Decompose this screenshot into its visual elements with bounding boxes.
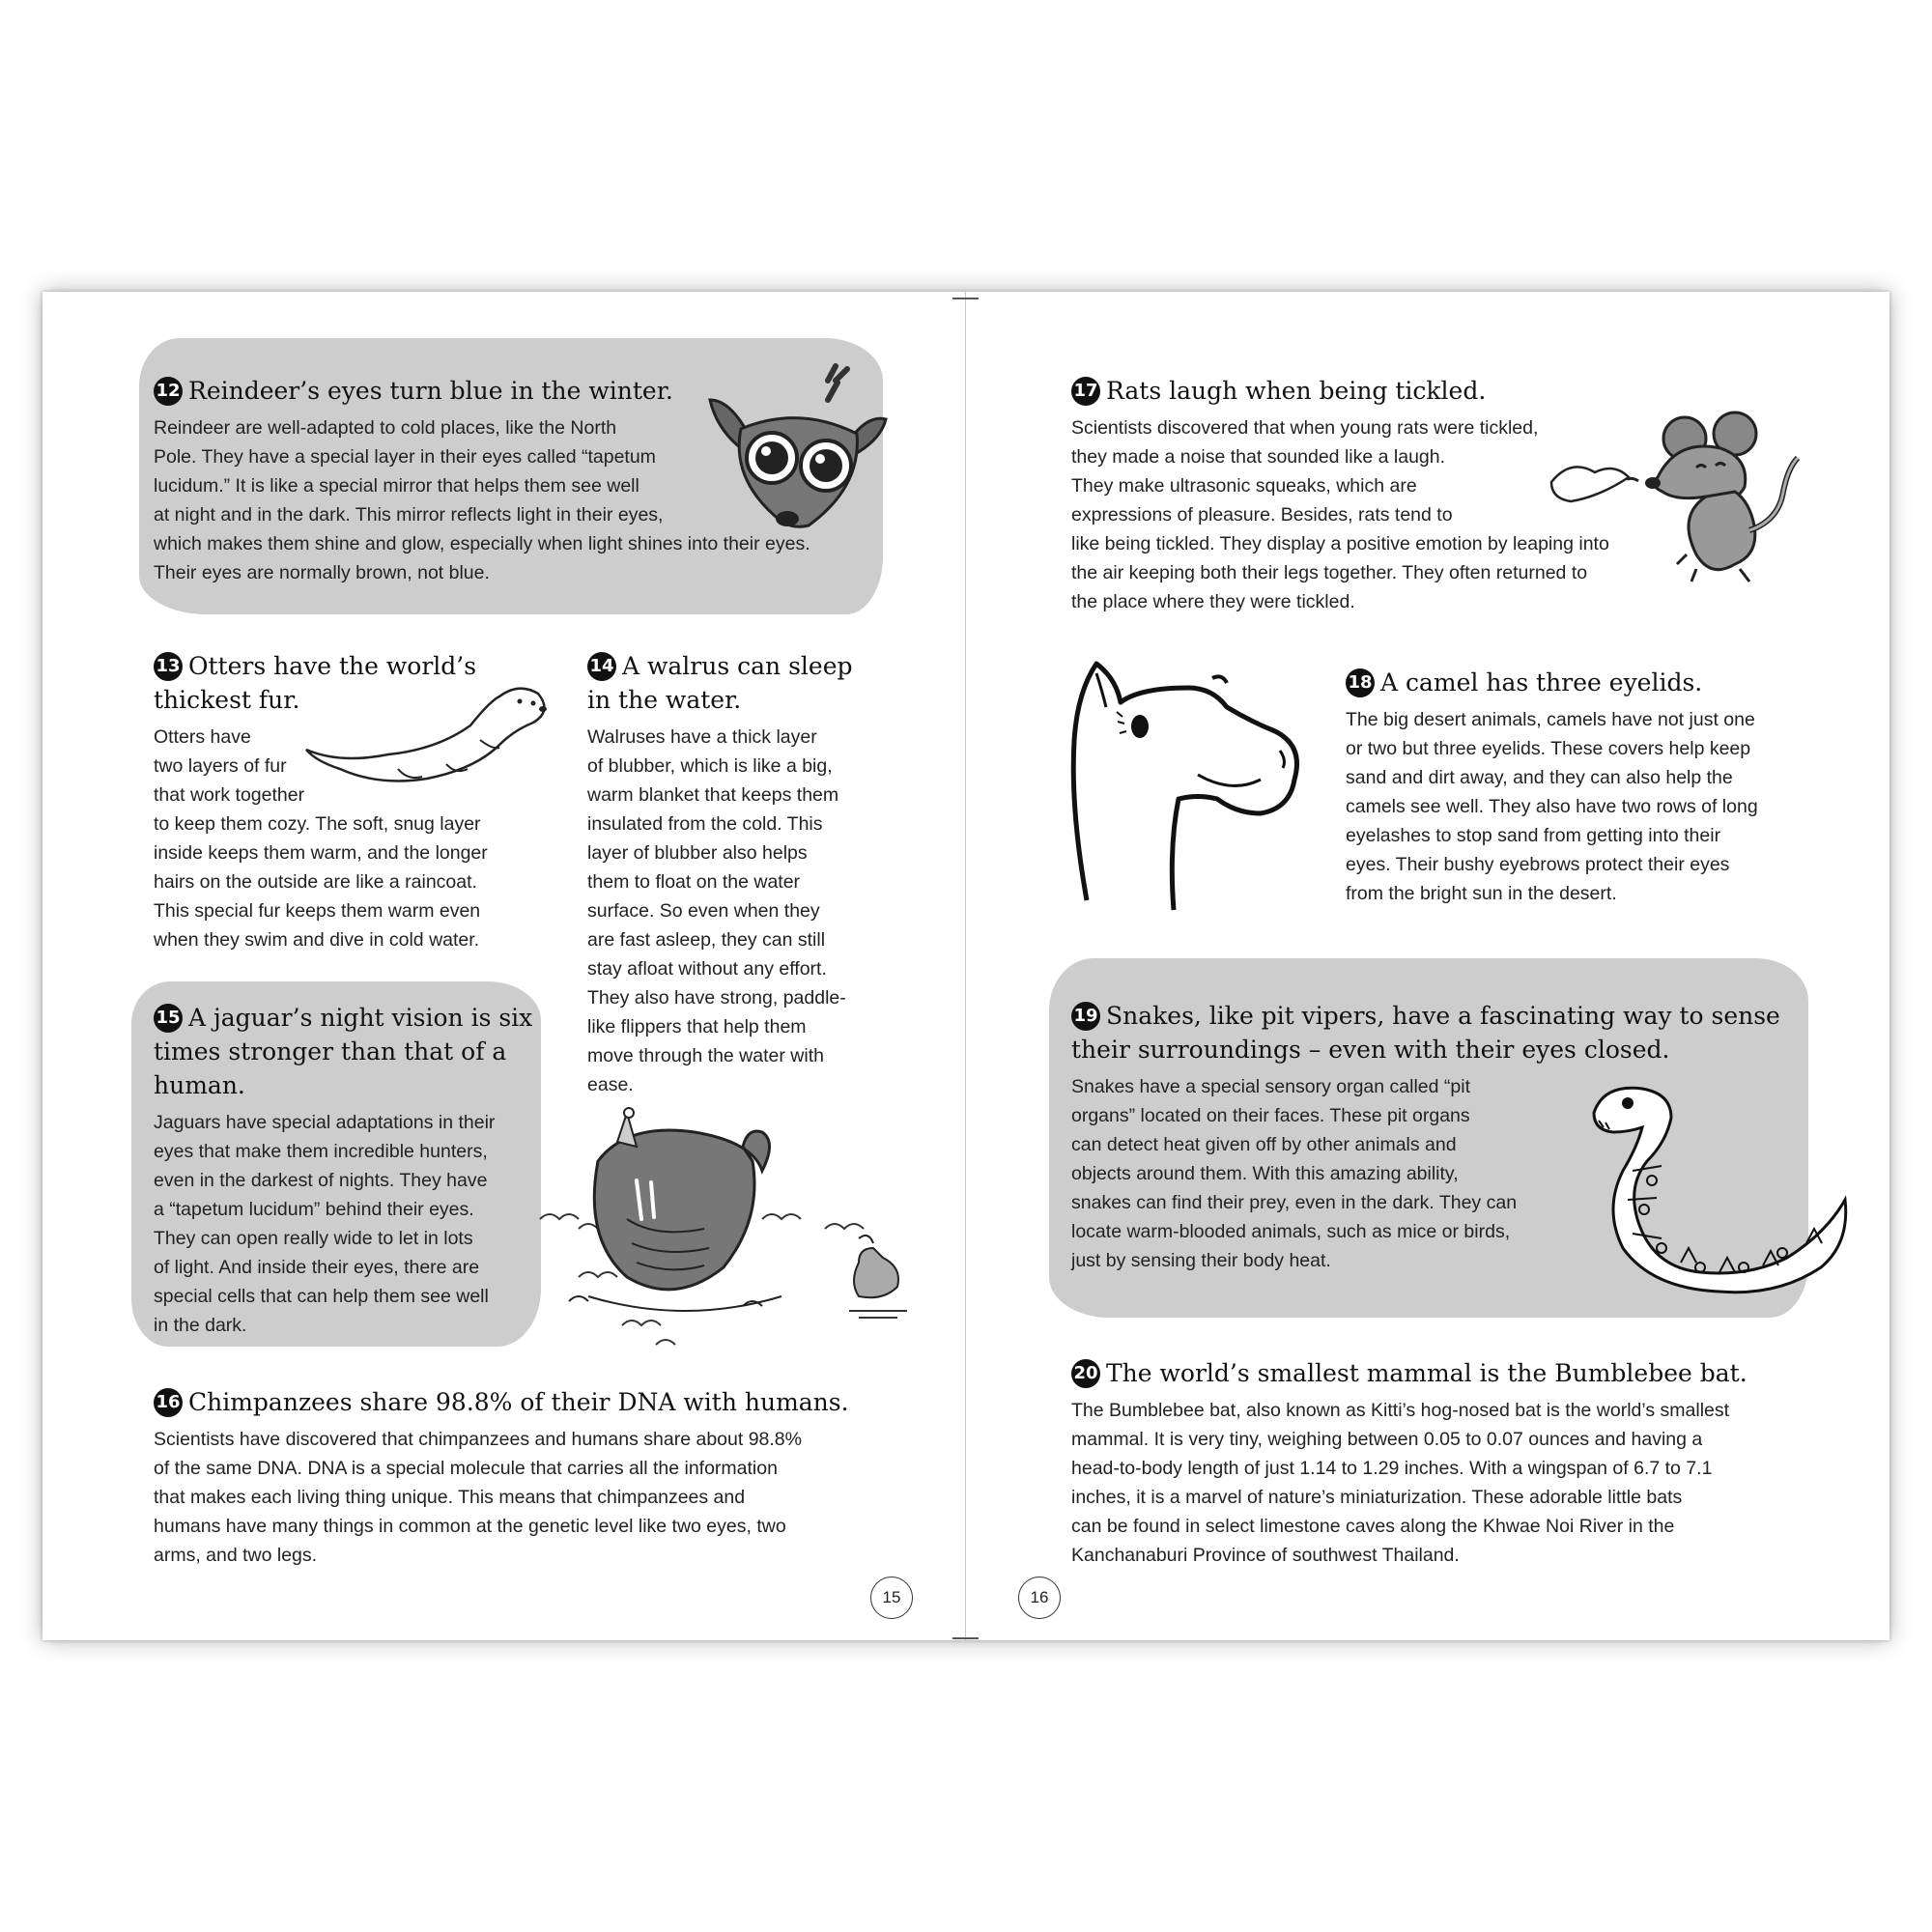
text-line: The big desert animals, camels have not just one — [1346, 709, 1755, 730]
text-line: two layers of fur — [154, 755, 287, 777]
title-line: in the water. — [587, 686, 742, 714]
text-line: of light. And inside their eyes, there are — [154, 1257, 480, 1278]
text-line: sand and dirt away, and they can also help the — [1346, 767, 1733, 788]
text-line: special cells that can help them see well — [154, 1286, 489, 1307]
text-line: a “tapetum lucidum” behind their eyes. — [154, 1199, 474, 1220]
text-line: like being tickled. They display a positive emotion by leaping into — [1071, 533, 1609, 554]
title-line: their surroundings – even with their eyes closed. — [1071, 1036, 1670, 1064]
text-line: them to float on the water — [587, 871, 801, 893]
text-line: the place where they were tickled. — [1071, 591, 1355, 612]
text-line: They also have strong, paddle- — [587, 987, 846, 1009]
text-line: Walruses have a thick layer — [587, 726, 817, 748]
title-line: Otters have the world’s — [188, 652, 477, 680]
text-line: They make ultrasonic squeaks, which are — [1071, 475, 1417, 497]
fact-16-text — [154, 1425, 926, 1570]
fact-20 — [1071, 1356, 1844, 1570]
text-line: head-to-body length of just 1.14 to 1.29 inches. With a wingspan of 6.7 to 7.1 — [1071, 1458, 1713, 1479]
text-line: they made a noise that sounded like a laugh. — [1071, 446, 1446, 468]
text-line: organs” located on their faces. These pit organs — [1071, 1105, 1470, 1126]
fact-18-title — [1346, 666, 1800, 699]
title-line: Snakes, like pit vipers, have a fascinating way to sense — [1106, 1002, 1780, 1030]
text-line: that work together — [154, 784, 305, 806]
fact-16 — [154, 1385, 926, 1570]
text-line: arms, and two legs. — [154, 1545, 318, 1566]
text-line: can detect heat given off by other animals and — [1071, 1134, 1457, 1155]
reindeer-illustration — [702, 361, 895, 535]
text-line: camels see well. They also have two rows of long — [1346, 796, 1758, 817]
text-line: move through the water with — [587, 1045, 824, 1066]
text-line: Otters have — [154, 726, 251, 748]
text-line: humans have many things in common at the genetic level like two eyes, two — [154, 1516, 786, 1537]
fact-18 — [1346, 666, 1800, 908]
fact-15 — [154, 1001, 540, 1340]
fact-number-badge: 13 — [154, 652, 183, 681]
title-line: times stronger than that of a — [154, 1037, 507, 1065]
title-line: thickest fur. — [154, 686, 300, 714]
text-line: in the dark. — [154, 1315, 247, 1336]
text-line: from the bright sun in the desert. — [1346, 883, 1617, 904]
text-line: even in the darkest of nights. They have — [154, 1170, 488, 1191]
text-line: Kanchanaburi Province of southwest Thailand. — [1071, 1545, 1460, 1566]
fact-20-text — [1071, 1396, 1844, 1570]
fact-number-badge: 12 — [154, 377, 183, 406]
snake-illustration — [1575, 1074, 1855, 1292]
text-line: when they swim and dive in cold water. — [154, 929, 480, 951]
text-line: inside keeps them warm, and the longer — [154, 842, 488, 864]
text-line: Scientists have discovered that chimpanzees and humans share about 98.8% — [154, 1429, 802, 1450]
text-line: to keep them cozy. The soft, snug layer — [154, 813, 481, 835]
text-line: eyes. Their bushy eyebrows protect their eyes — [1346, 854, 1730, 875]
page-number-right: 16 — [1018, 1577, 1061, 1619]
text-line: which makes them shine and glow, especially when light shines into their eyes. — [154, 533, 810, 554]
title-line: A jaguar’s night vision is six — [188, 1004, 533, 1032]
text-line: the air keeping both their legs together. They often returned to — [1071, 562, 1588, 583]
text-line: Pole. They have a special layer in their eyes called “tapetum — [154, 446, 656, 468]
title-line: A camel has three eyelids. — [1380, 668, 1703, 696]
text-line: expressions of pleasure. Besides, rats tend to — [1071, 504, 1453, 526]
title-line: human. — [154, 1071, 245, 1099]
text-line: stay afloat without any effort. — [587, 958, 827, 980]
text-line: They can open really wide to let in lots — [154, 1228, 473, 1249]
text-line: locate warm-blooded animals, such as mice or birds, — [1071, 1221, 1511, 1242]
fact-number-badge: 16 — [154, 1388, 183, 1417]
fact-number-badge: 15 — [154, 1004, 183, 1033]
fact-18-text — [1346, 705, 1800, 908]
otter-illustration — [301, 672, 557, 788]
page-left — [43, 292, 966, 1640]
text-line: inches, it is a marvel of nature’s miniaturization. These adorable little bats — [1071, 1487, 1683, 1508]
text-line: just by sensing their body heat. — [1071, 1250, 1331, 1271]
text-line: Their eyes are normally brown, not blue. — [154, 562, 490, 583]
text-line: of the same DNA. DNA is a special molecule that carries all the information — [154, 1458, 778, 1479]
text-line: ease. — [587, 1074, 634, 1095]
fact-14-title — [587, 649, 906, 717]
text-line: like flippers that help them — [587, 1016, 807, 1037]
text-line: warm blanket that keeps them — [587, 784, 839, 806]
fact-20-title — [1071, 1356, 1844, 1390]
text-line: of blubber, which is like a big, — [587, 755, 833, 777]
text-line: are fast asleep, they can still — [587, 929, 826, 951]
fact-14 — [587, 649, 906, 1099]
text-line: Reindeer are well-adapted to cold places, like the North — [154, 417, 617, 439]
text-line: This special fur keeps them warm even — [154, 900, 481, 922]
text-line: at night and in the dark. This mirror reflects light in their eyes, — [154, 504, 664, 526]
text-line: or two but three eyelids. These covers help keep — [1346, 738, 1751, 759]
fact-number-badge: 14 — [587, 652, 616, 681]
fact-15-text — [154, 1108, 540, 1340]
fact-15-title — [154, 1001, 540, 1102]
text-line: lucidum.” It is like a special mirror that helps them see well — [154, 475, 639, 497]
text-line: objects around them. With this amazing ability, — [1071, 1163, 1459, 1184]
fact-17-title — [1071, 374, 1825, 408]
fact-19-title — [1071, 999, 1825, 1066]
title-line: The world’s smallest mammal is the Bumblebee bat. — [1106, 1359, 1747, 1387]
text-line: Snakes have a special sensory organ called “pit — [1071, 1076, 1470, 1097]
text-line: mammal. It is very tiny, weighing between 0.05 to 0.07 ounces and having a — [1071, 1429, 1703, 1450]
fact-number-badge: 17 — [1071, 377, 1100, 406]
text-line: insulated from the cold. This — [587, 813, 823, 835]
text-line: eyelashes to stop sand from getting into their — [1346, 825, 1721, 846]
title-line: A walrus can sleep — [622, 652, 853, 680]
title-line: Reindeer’s eyes turn blue in the winter. — [188, 377, 673, 405]
text-line: can be found in select limestone caves along the Khwae Noi River in the — [1071, 1516, 1675, 1537]
text-line: layer of blubber also helps — [587, 842, 808, 864]
page-number-left: 15 — [870, 1577, 913, 1619]
text-line: Jaguars have special adaptations in their — [154, 1112, 496, 1133]
walrus-illustration — [540, 1103, 917, 1359]
title-line: Rats laugh when being tickled. — [1106, 377, 1487, 405]
title-line: Chimpanzees share 98.8% of their DNA with humans. — [188, 1388, 849, 1416]
fact-14-text — [587, 723, 906, 1099]
rat-illustration — [1542, 410, 1798, 588]
fact-number-badge: 18 — [1346, 668, 1375, 697]
text-line: Scientists discovered that when young rats were tickled, — [1071, 417, 1539, 439]
text-line: The Bumblebee bat, also known as Kitti’s hog-nosed bat is the world’s smallest — [1071, 1400, 1730, 1421]
text-line: snakes can find their prey, even in the dark. They can — [1071, 1192, 1518, 1213]
text-line: that makes each living thing unique. This means that chimpanzees and — [154, 1487, 746, 1508]
fact-16-title — [154, 1385, 926, 1419]
text-line: eyes that make them incredible hunters, — [154, 1141, 488, 1162]
page-right — [966, 292, 1889, 1640]
text-line: surface. So even when they — [587, 900, 820, 922]
camel-illustration — [1063, 654, 1304, 915]
fact-number-badge: 20 — [1071, 1359, 1100, 1388]
fact-number-badge: 19 — [1071, 1002, 1100, 1031]
text-line: hairs on the outside are like a raincoat. — [154, 871, 477, 893]
book-spread — [43, 292, 1889, 1640]
